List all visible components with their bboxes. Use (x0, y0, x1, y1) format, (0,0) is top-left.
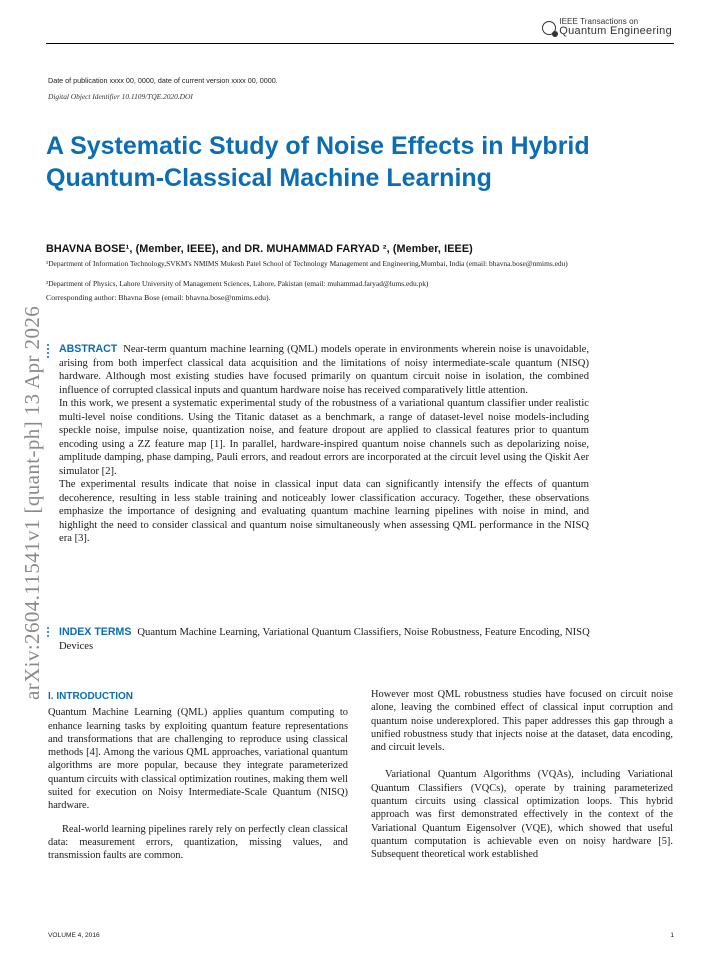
logo-bottom-text: Quantum Engineering (559, 25, 672, 37)
index-terms-marker (47, 627, 51, 639)
index-terms-label: INDEX TERMS (59, 626, 132, 638)
journal-logo (542, 18, 672, 37)
header-rule (46, 43, 674, 44)
abstract-marker (47, 344, 51, 360)
left-column (48, 688, 348, 863)
doi: Digital Object Identifier 10.1109/TQE.2020.DOI (48, 92, 193, 101)
intro-paragraph-1: Quantum Machine Learning (QML) applies quantum computing to enhance learning tasks by exploiting quantum feature representations and transformations that are challenging to reproduce using classical methods [4]. Among the various QML approaches, variational quantum algorithms are more popular, because they integrate parameterized quantum circuits with classical optimization routines, making them well suited for execution on Noisy Intermediate-Scale Quantum (NISQ) hardware. (48, 707, 348, 812)
abstract-p1: Near-term quantum machine learning (QML) models operate in environments wherein noise is unavoidable, arising from both imperfect classical data acquisition and the limitations of noisy intermediate-scale quantum (NISQ) hardware. Although most existing studies have focused primarily on quantum circuit noise in isolation, the combined influence of corrupted classical inputs and quantum hardware noise has received comparatively little attention. (59, 344, 589, 396)
abstract-p2: In this work, we present a systematic experimental study of the robustness of a variational quantum classifier under realistic multi-level noise conditions. Using the Titanic dataset as a benchmark, a range of dataset-level noise models-including speckle noise, impulse noise, quantization noise, and feature dropout are applied to classical features prior to quantum encoding using a ZZ feature map [1]. In parallel, hardware-inspired quantum noise channels such as depolarizing noise, amplitude damping, phase damping, Pauli errors, and readout errors are incorporated at the circuit level using the Qiskit Aer simulator [2]. (59, 398, 589, 477)
abstract-p3: The experimental results indicate that noise in classical input data can significantly intensify the effects of quantum decoherence, resulting in less stable training and noticeably lower classification accuracy. Together, these observations emphasize the importance of designing and evaluating quantum machine learning pipelines with noise in mind, and highlight the need to consider classical and quantum noise simultaneously when assessing QML performance in the NISQ era [3]. (59, 479, 589, 544)
arxiv-stamp: arXiv:2604.11541v1 [quant-ph] 13 Apr 2026 (20, 305, 44, 700)
intro-paragraph-4: Variational Quantum Algorithms (VQAs), including Variational Quantum Classifiers (VQCs), operate by training parameterized quantum circuits using classical optimization loops. This hybrid approach was first demonstrated effectively in the context of the Variational Quantum Eigensolver (VQE), which showed that useful quantum computation is achievable even on noisy hardware [5]. Subsequent theoretical work established (371, 769, 673, 861)
intro-paragraph-3: However most QML robustness studies have focused on circuit noise alone, leaving the combined effect of classical input corruption and quantum noise underexplored. This paper addresses this gap through a unified robustness study that injects noise at the dataset, data encoding, and circuit levels. (371, 689, 673, 754)
abstract (59, 343, 589, 546)
section-heading-introduction: I. INTRODUCTION (48, 691, 133, 702)
paper-title: A Systematic Study of Noise Effects in Hybrid Quantum-Classical Machine Learning (46, 132, 590, 192)
right-column (371, 688, 673, 862)
authors: BHAVNA BOSE¹, (Member, IEEE), and DR. MUHAMMAD FARYAD ², (Member, IEEE) (46, 243, 473, 255)
publication-date: Date of publication xxxx 00, 0000, date of current version xxxx 00, 0000. (48, 76, 278, 85)
affiliation-1: ¹Department of Information Technology,SVKM's NMIMS Mukesh Patel School of Technology Management and Engineering,Mumbai, India (email: bhavna.bose@nmims.edu) (46, 259, 568, 268)
corresponding-author: Corresponding author: Bhavna Bose (email: bhavna.bose@nmims.edu). (46, 293, 271, 302)
abstract-label: ABSTRACT (59, 343, 118, 355)
footer-volume: VOLUME 4, 2016 (48, 932, 100, 939)
intro-paragraph-2: Real-world learning pipelines rarely rely on perfectly clean classical data: measurement errors, quantization, missing values, and transmission faults are common. (48, 823, 348, 862)
footer-page-number: 1 (670, 932, 674, 939)
ieee-logo-icon (542, 21, 556, 35)
logo-top-text: IEEE Transactions on (559, 17, 639, 26)
index-terms-text: Quantum Machine Learning, Variational Quantum Classifiers, Noise Robustness, Feature Encoding, NISQ Devices (59, 627, 590, 652)
index-terms (59, 625, 599, 654)
affiliation-2: ²Department of Physics, Lahore University of Management Sciences, Lahore, Pakistan (email: muhammad.faryad@lums.edu.pk) (46, 279, 429, 288)
